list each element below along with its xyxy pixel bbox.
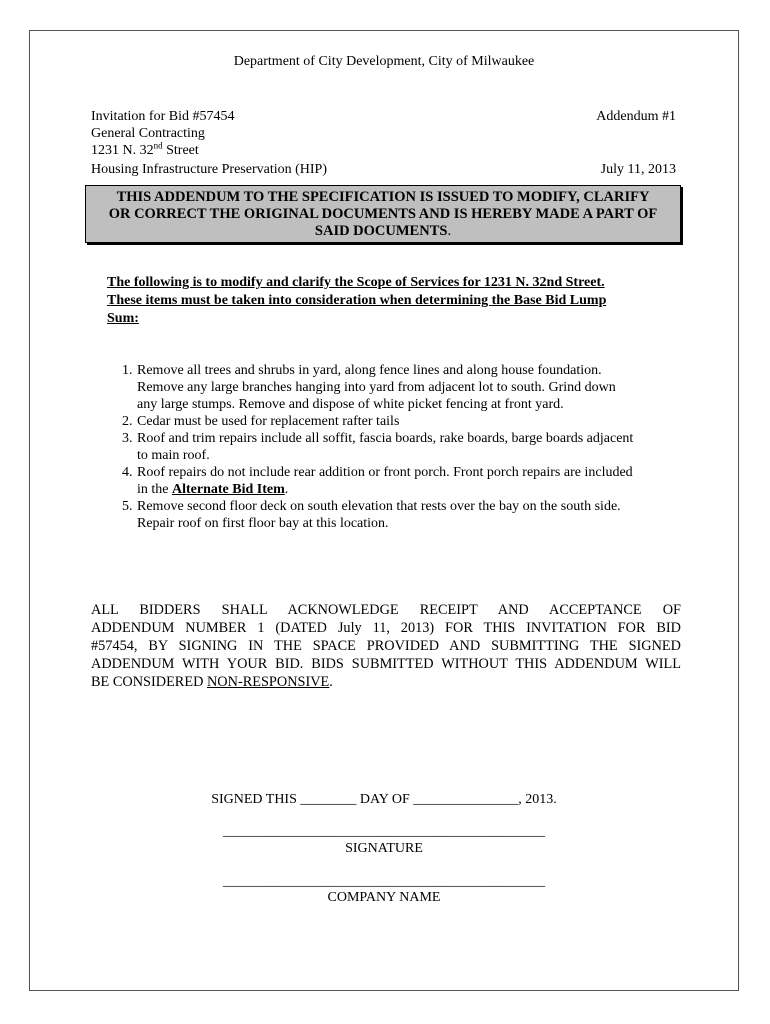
banner-line-3-text: SAID DOCUMENTS: [314, 223, 448, 239]
scope-item-3: [136, 430, 736, 464]
address-street: Street: [162, 143, 199, 158]
item-3-line-2: to main roof.: [137, 448, 210, 463]
signature-blank: ______________________________________________: [223, 824, 545, 839]
ack-line-5-text: BE CONSIDERED: [91, 674, 207, 690]
company-name-blank: ______________________________________________: [223, 874, 545, 889]
scope-item-5: [136, 498, 736, 532]
scope-item-4: [136, 464, 736, 498]
banner-line-1: THIS ADDENDUM TO THE SPECIFICATION IS ISSUED TO MODIFY, CLARIFY: [116, 189, 650, 205]
banner-line-2: OR CORRECT THE ORIGINAL DOCUMENTS AND IS HEREBY MADE A PART OF: [108, 206, 658, 222]
contract-type: General Contracting: [91, 126, 205, 141]
scope-item-1: [136, 362, 736, 413]
item-1-line-3: any large stumps. Remove and dispose of white picket fencing at front yard.: [137, 397, 564, 412]
department-heading: Department of City Development, City of Milwaukee: [233, 54, 535, 69]
scope-intro: [107, 274, 667, 328]
signed-date-line: SIGNED THIS ________ DAY OF _______________, 2013.: [211, 792, 557, 807]
acknowledgement-paragraph: [91, 601, 681, 691]
banner-line-3-period: .: [447, 223, 452, 239]
ack-line-5: [91, 673, 681, 691]
banner-line-3: [86, 223, 680, 240]
intro-line-1: The following is to modify and clarify the Scope of Services for 1231 N. 32nd Street.: [107, 275, 605, 290]
property-address: [91, 142, 199, 159]
item-1-line-1: 1. Remove all trees and shrubs in yard, along fence lines and along house foundation.: [137, 363, 602, 378]
ack-line-5-period: .: [329, 674, 333, 690]
company-name-label: COMPANY NAME: [327, 890, 441, 905]
program-name: Housing Infrastructure Preservation (HIP): [91, 162, 327, 177]
item-5-line-2: Repair roof on first floor bay at this location.: [137, 516, 389, 531]
address-number: 1231 N. 32: [91, 143, 154, 158]
intro-line-3: Sum:: [107, 311, 139, 326]
item-4-line-2: [137, 481, 736, 498]
item-4-line-1: 4. Roof repairs do not include rear addition or front porch. Front porch repairs are included: [137, 465, 633, 480]
item-2-line-1: 2. Cedar must be used for replacement rafter tails: [137, 414, 400, 429]
scope-item-list: [98, 362, 736, 532]
item-4-prefix: in the: [137, 482, 172, 497]
item-5-line-1: 5. Remove second floor deck on south elevation that rests over the bay on the south side.: [137, 499, 621, 514]
item-4-suffix: .: [284, 482, 289, 497]
ack-line-2: ADDENDUM NUMBER 1 (DATED July 11, 2013) FOR THIS INVITATION FOR BID: [91, 620, 681, 636]
addendum-number: Addendum #1: [596, 109, 676, 124]
non-responsive-term: NON-RESPONSIVE: [206, 674, 330, 690]
item-1-line-2: Remove any large branches hanging into yard from adjacent lot to south. Grind down: [137, 380, 616, 395]
addendum-date: July 11, 2013: [600, 162, 676, 177]
scope-item-2: [136, 413, 736, 430]
signature-label: SIGNATURE: [345, 841, 423, 856]
ack-line-1: ALL BIDDERS SHALL ACKNOWLEDGE RECEIPT AND ACCEPTANCE OF: [91, 602, 681, 618]
document-page: [29, 30, 739, 991]
ack-line-3: #57454, BY SIGNING IN THE SPACE PROVIDED AND SUBMITTING THE SIGNED: [91, 638, 681, 654]
address-ordinal: nd: [153, 140, 163, 151]
alternate-bid-item-term: Alternate Bid Item: [172, 482, 285, 497]
item-3-line-1: 3. Roof and trim repairs include all soffit, fascia boards, rake boards, barge boards adjacent: [137, 431, 634, 446]
addendum-notice-banner: [85, 185, 681, 243]
ack-line-4: ADDENDUM WITH YOUR BID. BIDS SUBMITTED WITHOUT THIS ADDENDUM WILL: [91, 656, 681, 672]
bid-number: Invitation for Bid #57454: [91, 109, 235, 124]
intro-line-2: These items must be taken into consideration when determining the Base Bid Lump: [107, 293, 607, 308]
